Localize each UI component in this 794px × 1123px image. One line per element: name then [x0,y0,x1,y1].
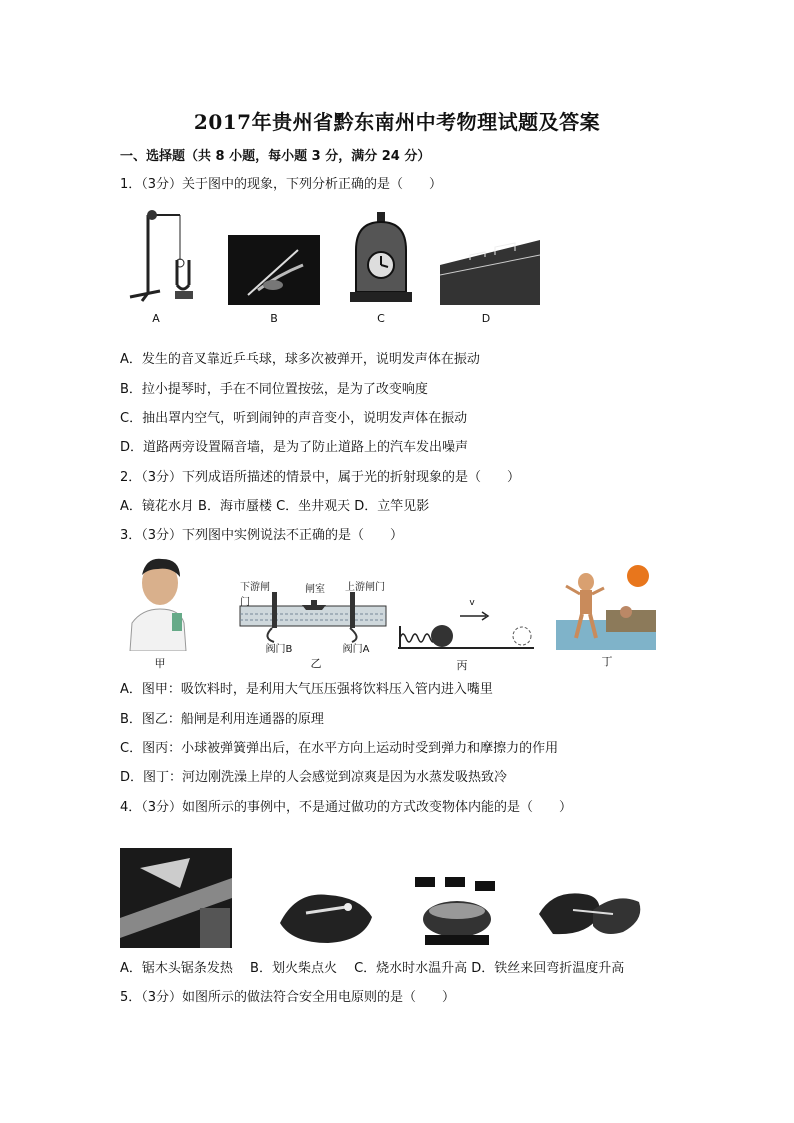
question-1-option-b: B．拉小提琴时，手在不同位置按弦，是为了改变响度 [120,382,428,397]
q3-label-velocity: v [469,598,475,608]
question-3-option-c: C．图丙：小球被弹簧弹出后，在水平方向上运动时受到弹力和摩擦力的作用 [120,741,559,756]
question-3-stem: 3．（3分）下列图中实例说法不正确的是（ ） [120,528,404,543]
question-2-stem: 2．（3分）下列成语所描述的情景中，属于光的折射现象的是（ ） [120,470,521,485]
q1-label-b: B [270,312,278,325]
question-3-option-b: B．图乙：船闸是利用连通器的原理 [120,712,324,727]
q3-label-valve-a: 阀门A [342,644,370,655]
q3-label-jia: 甲 [154,657,166,670]
q3-label-valve-b: 阀门B [265,644,293,655]
q1-figure-d-sound-barrier [440,235,540,305]
q3-label-downstream-gate: 下游闸门 [240,582,270,608]
question-3-option-d: D．图丁：河边刚洗澡上岸的人会感觉到凉爽是因为水蒸发吸热致冷 [120,770,508,785]
q4-figure-d-bending-wire [533,880,647,944]
q1-figure-c-bell-jar [348,210,414,310]
question-4-stem: 4．（3分）如图所示的事例中，不是通过做功的方式改变物体内能的是（ ） [120,800,573,815]
q1-label-c: C [377,312,385,325]
question-4-options: A．锯木头锯条发热 B．划火柴点火 C．烧水时水温升高 D．铁丝来回弯折温度升高 [120,961,625,976]
q3-label-upstream-gate: 上游闸门 [345,582,385,593]
section-heading: 一、选择题（共 8 小题，每小题 3 分，满分 24 分） [120,149,431,164]
q3-label-yi: 乙 [310,657,322,670]
q1-figure-a-tuning-fork [120,205,200,305]
q4-figure-c-boiling-water [415,877,499,947]
question-2-options: A．镜花水月 B．海市蜃楼 C．坐井观天 D．立竿见影 [120,499,430,514]
question-3-option-a: A．图甲：吸饮料时，是利用大气压压强将饮料压入管内进入嘴里 [120,682,493,697]
q1-label-a: A [152,312,160,325]
q3-figure-jia-boy-drinking [122,553,192,651]
q4-figure-a-sawing-wood [120,848,232,948]
q3-label-ding: 丁 [601,655,613,668]
question-1-option-d: D．道路两旁设置隔音墙，是为了防止道路上的汽车发出噪声 [120,440,469,455]
question-1-option-a: A．发生的音叉靠近乒乓球，球多次被弹开，说明发声体在振动 [120,352,480,367]
q1-figure-b-violin [228,235,320,305]
q3-figure-ding-swimmer [556,560,656,650]
question-5-stem: 5．（3分）如图所示的做法符合安全用电原则的是（ ） [120,990,456,1005]
q4-figure-b-striking-match [276,883,376,947]
question-1-option-c: C．抽出罩内空气，听到闹钟的声音变小，说明发声体在振动 [120,411,468,426]
q3-label-chamber: 闸室 [305,584,325,595]
question-1-stem: 1．（3分）关于图中的现象，下列分析正确的是（ ） [120,177,443,192]
page-title: 2017年贵州省黔东南州中考物理试题及答案 [193,110,601,134]
q3-label-bing: 丙 [456,659,468,672]
q1-label-d: D [481,312,491,325]
